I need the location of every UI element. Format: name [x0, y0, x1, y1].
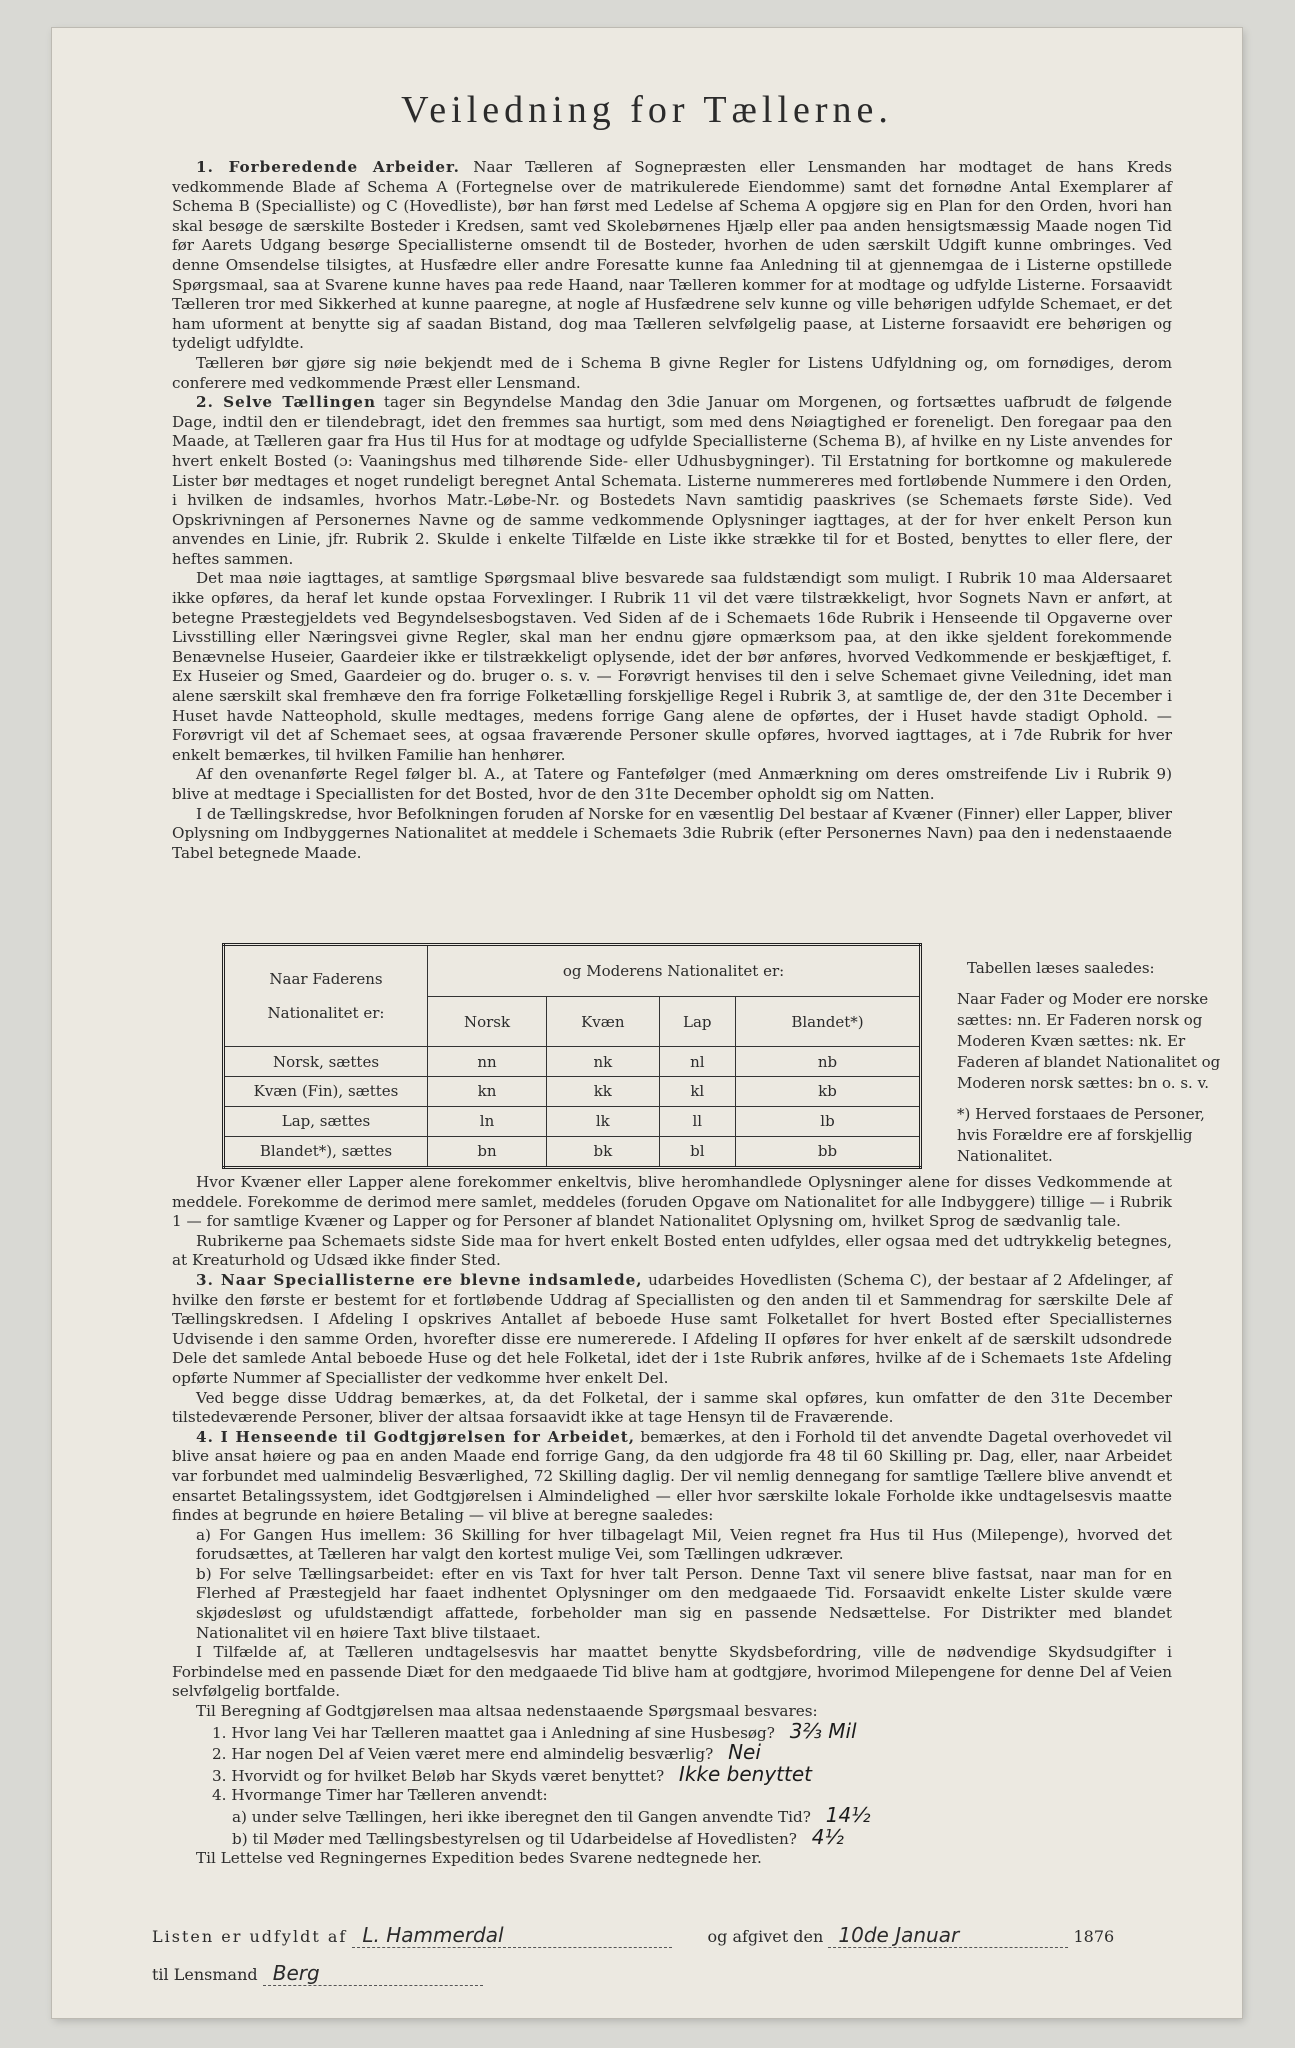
body-text-lower	[172, 1173, 1172, 1869]
table-cell: nb	[735, 1047, 920, 1077]
table-cell: kb	[735, 1077, 920, 1107]
questions-list	[172, 1718, 1172, 1850]
section-1-paragraph-2: Tælleren bør gjøre sig nøie bekjendt med de i Schema B givne Regler for Listens Udfyldning og, om fornødiges, derom conferere med vedkommende Præst eller Lensmand.	[172, 353, 1172, 392]
lensmand-signature: Berg	[263, 1961, 483, 1986]
table-row	[224, 1077, 921, 1107]
body-text-upper	[172, 158, 1172, 863]
table-cell: lb	[735, 1106, 920, 1136]
handwritten-answer: Nei	[728, 1740, 761, 1765]
section-1-paragraph: 1. Forberedende Arbeider. Naar Tælleren af Sognepræsten eller Lensmanden har modtaget de hans Kreds vedkommende Blade af Schema A (Fortegnelse over de matrikulerede Eiendomme) samt det fornødne Antal Exemplarer af Schema B (Specialliste) og C (Hovedliste), bør han først med Ledelse af Schema A opgjøre sig en Plan for den Orden, hvori han skal besøge de særskilte Bosteder i Kredsen, samt ved Skolebørnenes Hjælp eller paa anden hensigtsmæssig Maade nogen Tid før Aarets Udgang besørge Speciallisterne omsendt til de Bosteder, hvorhen de uden særskilt Udgift kunne ombringes. Ved denne Omsendelse tilsigtes, at Husfædre eller andre Foresatte kunne faa Anledning til at gjennemgaa de i Listerne opstillede Spørgsmaal, saa at Svarene kunne haves paa rede Haand, naar Tælleren kommer for at modtage og udfylde Listerne. Forsaavidt Tælleren tror med Sikkerhed at kunne paaregne, at nogle af Husfædrene selv kunne og ville behørigen udfylde Schemaet, er det ham uforment at benytte sig af saadan Bistand, dog maa Tælleren selvfølgelig paase, at Listerne forsaavidt ere behørigen og tydeligt udfyldte.	[172, 158, 1172, 353]
section-4-paragraph-2: I Tilfælde af, at Tælleren undtagelsesvis har maattet benytte Skydsbefordring, ville de nødvendige Skydsudgifter i Forbindelse med en passende Diæt for den medgaaede Tid blive ham at godtgjøre, hvorimod Milepengene for denne Del af Veien selvfølgelig bortfalde.	[172, 1643, 1172, 1701]
list-item: 4. Hvormange Timer har Tælleren anvendt:	[212, 1786, 548, 1805]
filled-by-label: Listen er udfyldt af	[152, 1927, 348, 1946]
year: 1876	[1073, 1927, 1115, 1946]
section-2-paragraph-2: Det maa nøie iagttages, at samtlige Spørgsmaal blive besvarede saa fuldstændigt som muligt. I Rubrik 10 maa Aldersaaret ikke opføres, da heraf let kunde opstaa Forvexlinger. I Rubrik 11 vil det være tilstrækkeligt, hvor Sognets Navn er anført, at betegne Præstegjeldets ved Begyndelsesbogstaven. Ved Siden af de i Schemaets 16de Rubrik i Henseende til Opgaverne over Livsstilling eller Næringsvei givne Regler, skal man her endnu gjøre opmærksom paa, at den ikke sjeldent forekommende Benævnelse Huseier, Gaardeier ikke er tilstrækkeligt oplysende, idet der bør anføres, hvorved Vedkommende er beskjæftiget, f. Ex Huseier og Smed, Gaardeier og do. bruger o. s. v. — Forøvrigt henvises til den i selve Schemaet givne Veiledning, idet man alene særskilt skal fremhæve den fra forrige Folketælling forskjellige Regel i Rubrik 3, at samtlige de, der den 31te December i Huset havde Natteophold, skulle medtages, medens forrige Gang alene de opførtes, der i Huset havde stadigt Ophold. — Forøvrigt vil det af Schemaet sees, at ogsaa fraværende Personer skulle opføres, hvorved iagttages, at i 7de Rubrik for hver enkelt bemærkes, til hvilken Familie han henhører.	[172, 569, 1172, 764]
section-2-paragraph-4: I de Tællingskredse, hvor Befolkningen foruden af Norske for en væsentlig Del bestaar af Kvæner (Finner) eller Lapper, bliver Oplysning om Indbyggernes Nationalitet at meddele i Schemaets 3die Rubrik (efter Personernes Navn) paa den i nedenstaaende Tabel betegnede Maade.	[172, 804, 1172, 862]
table-cell: kl	[659, 1077, 735, 1107]
list-item: 3. Hvorvidt og for hvilket Beløb har Skyds været benyttet? Ikke benyttet	[212, 1761, 812, 1786]
handwritten-answer: 3⅔ Mil	[789, 1718, 857, 1743]
row-label: Kvæn (Fin), sættes	[224, 1077, 428, 1107]
list-item: 1. Hvor lang Vei har Tælleren maattet gaa i Anledning af sine Husbesøg? 3⅔ Mil	[212, 1718, 857, 1743]
section-1-heading: 1. Forberedende Arbeider.	[196, 158, 460, 176]
table-cell: ln	[428, 1106, 547, 1136]
table-cell: nl	[659, 1047, 735, 1077]
handwritten-answer: 14½	[825, 1803, 871, 1827]
table-col-header: Norsk	[428, 997, 547, 1047]
section-4-item-b: b) For selve Tællingsarbeidet: efter en vis Taxt for hver talt Person. Denne Taxt vil senere blive fastsat, naar man for en Flerhed af Præstegjeld har faaet indhentet Oplysninger om den medgaaede Tid. Forsaavidt enkelte Lister skulde være skjødesløst og ufuldstændigt affattede, forbeholder man sig en passende Nedsættelse. For Distrikter med blandet Nationalitet vil en høiere Taxt blive tilstaaet.	[196, 1564, 1172, 1642]
table-cell: bk	[547, 1136, 660, 1167]
table-cell: nn	[428, 1047, 547, 1077]
section-4-paragraph-3: Til Beregning af Godtgjørelsen maa altsaa nedenstaaende Spørgsmaal besvares:	[196, 1702, 818, 1721]
after-table-paragraph: Hvor Kvæner eller Lapper alene forekommer enkeltvis, blive heromhandlede Oplysninger alene for disses Vedkommende at meddele. Forekomme de derimod mere samlet, meddeles (foruden Opgave om Nationalitet for alle Indbyggere) tillige — i Rubrik 1 — for samtlige Kvæner og Lapper og for Personer af blandet Nationalitet Oplysning om, hvilket Sprog de sædvanlig tale.	[172, 1173, 1172, 1231]
delivered-label: og afgivet den	[707, 1927, 824, 1946]
after-table-paragraph-2: Rubrikerne paa Schemaets sidste Side maa for hvert enkelt Bosted enten udfyldes, eller ogsaa med det udtrykkelig betegnes, at Kreaturhold og Udsæd ikke finder Sted.	[172, 1231, 1172, 1270]
section-4-heading: 4. I Henseende til Godtgjørelsen for Arbeidet,	[196, 1427, 636, 1446]
side-note-footnote: *) Herved forstaaes de Personer, hvis Forældre ere af forskjellig Nationalitet.	[957, 1105, 1205, 1165]
nationality-table	[222, 943, 922, 1169]
list-item: a) under selve Tællingen, heri ikke iberegnet den til Gangen anvendte Tid? 14½	[232, 1803, 871, 1827]
section-2-paragraph-3: Af den ovenanførte Regel følger bl. A., at Tatere og Fantefølger (med Anmærkning om deres omstreifende Liv i Rubrik 9) blive at medtage i Speciallisten for det Bosted, hvor de den 31te December opholdt sig om Natten.	[172, 765, 1172, 803]
page-title: Veiledning for Tællerne.	[401, 89, 893, 131]
signature-footer	[152, 1923, 1192, 1991]
list-item: b) til Møder med Tællingsbestyrelsen og til Udarbeidelse af Hovedlisten? 4½	[232, 1824, 844, 1849]
section-4-paragraph-4: Til Lettelse ved Regningernes Expedition bedes Svarene nedtegnede her.	[196, 1849, 762, 1868]
row-label: Norsk, sættes	[224, 1047, 428, 1077]
document-page	[52, 28, 1242, 2018]
row-label: Blandet*), sættes	[224, 1136, 428, 1167]
table-col-header: Lap	[659, 997, 735, 1047]
nationality-table-block	[222, 943, 922, 1169]
section-2-paragraph: 2. Selve Tællingen tager sin Begyndelse Mandag den 3die Januar om Morgenen, og fortsættes uafbrudt de følgende Dage, indtil den er tilendebragt, idet den fremmes saa hurtigt, som med dens Nøiagtighed er foreneligt. Den foregaar paa den Maade, at Tælleren gaar fra Hus til Hus for at modtage og udfylde Speciallisterne (Schema B), af hvilke en ny Liste anvendes for hvert enkelt Bosted (ɔ: Vaaningshus med tilhørende Side- eller Udhusbygninger). Til Erstatning for bortkomne og makulerede Lister bør medtages et noget rundeligt beregnet Antal Schemata. Listerne nummereres med fortløbende Nummere i den Orden, i hvilken de indsamles, hvorhos Matr.-Løbe-Nr. og Bostedets Navn samtidig paaskrives (se Schemaets første Side). Ved Opskrivningen af Personernes Navne og de samme vedkommende Oplysninger iagttages, at der for hver enkelt Person kun anvendes en Linie, jfr. Rubrik 2. Skulde i enkelte Tilfælde en Liste ikke strække til for et Bosted, benyttes to eller flere, der heftes sammen.	[172, 393, 1172, 568]
handwritten-answer: Ikke benyttet	[678, 1761, 812, 1786]
table-col-header: Blandet*)	[735, 997, 920, 1047]
table-col-header: Kvæn	[547, 997, 660, 1047]
section-2-heading: 2. Selve Tællingen	[196, 393, 376, 412]
list-item: 2. Har nogen Del af Veien været mere end almindelig besværlig? Nei	[212, 1740, 761, 1765]
table-cell: lk	[547, 1106, 660, 1136]
delivered-date: 10de Januar	[828, 1923, 1068, 1948]
section-4-item-a: a) For Gangen Hus imellem: 36 Skilling for hver tilbagelagt Mil, Veien regnet fra Hus til Hus (Milepenge), hvorved det forudsættes, at Tælleren har valgt den kortest mulige Vei, som Tællingen udkræver.	[196, 1525, 1172, 1564]
section-3-paragraph-2: Ved begge disse Uddrag bemærkes, at, da det Folketal, der i samme skal opføres, kun omfatter de den 31te December tilstedeværende Personer, bliver der altsaa forsaavidt ikke at tage Hensyn til de Fraværende.	[172, 1388, 1172, 1427]
table-row	[224, 1047, 921, 1077]
section-3-heading: 3. Naar Speciallisterne ere blevne indsamlede,	[196, 1270, 643, 1289]
table-cell: bb	[735, 1136, 920, 1167]
side-note-heading: Tabellen læses saaledes:	[967, 959, 1155, 977]
table-cell: bl	[659, 1136, 735, 1167]
table-cell: nk	[547, 1047, 660, 1077]
table-cell: ll	[659, 1106, 735, 1136]
section-3-paragraph: 3. Naar Speciallisterne ere blevne indsamlede, udarbeides Hovedlisten (Schema C), der bestaar af 2 Afdelinger, af hvilke den første er bestemt for et fortløbende Uddrag af Speciallisten og den anden til et Sammendrag for særskilte Dele af Tællingskredsen. I Afdeling I opskrives Antallet af beboede Huse samt Folketallet for hvert Bosted efter Speciallisternes Udvisende i den samme Orden, hvorefter disse ere numererede. I Afdeling II opføres for hver enkelt af de særskilt udsondrede Dele det samlede Antal beboede Huse og det hele Folketal, idet der i 1ste Rubrik anføres, hvilke af de i Schemaets 1ste Afdeling opførte Nummer af Speciallister der vedkomme hver enkelt Del.	[172, 1270, 1173, 1387]
row-label: Lap, sættes	[224, 1106, 428, 1136]
filled-by-signature: L. Hammerdal	[352, 1923, 672, 1948]
table-group-header: og Moderens Nationalitet er:	[428, 945, 921, 997]
side-note-text: Naar Fader og Moder ere norske sættes: nn. Er Faderen norsk og Moderen Kvæn sættes: nk. Er Faderen af blandet Nationalitet og Moderen norsk sættes: bn o. s. v.	[957, 990, 1221, 1092]
table-corner-header: Naar Faderens Nationalitet er:	[224, 945, 428, 1047]
table-row	[224, 1136, 921, 1167]
table-cell: bn	[428, 1136, 547, 1167]
table-side-note	[957, 958, 1227, 1177]
table-cell: kn	[428, 1077, 547, 1107]
table-cell: kk	[547, 1077, 660, 1107]
section-4-paragraph: 4. I Henseende til Godtgjørelsen for Arbeidet, bemærkes, at den i Forhold til det anvendte Dagetal overhovedet vil blive ansat høiere og paa en anden Maade end forrige Gang, da den udgjorde fra 48 til 60 Skilling pr. Dag, eller, naar Arbeidet var forbundet med ualmindelig Besværlighed, 72 Skilling daglig. Der vil nemlig dennegang for samtlige Tællere blive anvendt et ensartet Betalingssystem, idet Godtgjørelsen i Almindelighed — eller hvor særskilte lokale Forholde ikke undtagelsesvis maatte findes at begrunde en høiere Betaling — vil blive at beregne saaledes:	[172, 1427, 1173, 1525]
table-row	[224, 1106, 921, 1136]
handwritten-answer: 4½	[811, 1824, 844, 1849]
lensmand-label: til Lensmand	[152, 1965, 258, 1984]
